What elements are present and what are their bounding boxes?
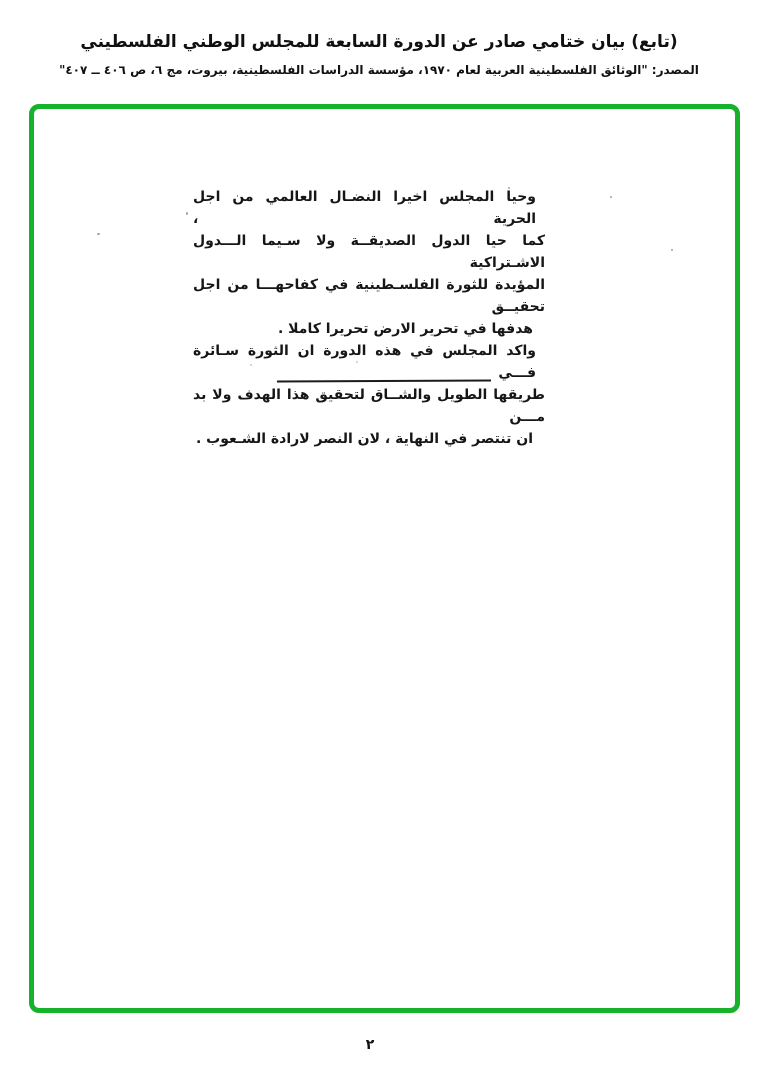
text-line: كما حيا الدول الصديقــة ولا سـيما الـــدول الاشـتراكية: [193, 233, 545, 271]
document-source-line: المصدر: "الوثائق الفلسطينية العربية لعام ١٩٧٠، مؤسسة الدراسات الفلسطينية، بيروت، مج ٦، ص ٤٠٦ ــ ٤٠٧": [59, 63, 699, 77]
scan-speckle: [186, 212, 188, 215]
text-line: ان تنتصر في النهاية ، لان النصر لارادة الشـعوب .: [195, 431, 533, 447]
body-text: [193, 186, 545, 450]
scan-speckle: [97, 233, 100, 235]
scan-speckle: [356, 361, 358, 363]
text-line: المؤيدة للثورة الفلسـطينية في كفاحهـــا من اجل تحقيــق: [193, 277, 545, 315]
document-title: (تابع) بيان ختامي صادر عن الدورة السابعة للمجلس الوطني الفلسطيني: [80, 32, 678, 52]
scan-speckle: [610, 196, 612, 198]
text-line: هدفها في تحرير الارض تحريرا كاملا .: [277, 321, 533, 337]
scan-speckle: [671, 249, 673, 251]
text-line: طريقها الطويل والشــاق لتحقيق هذا الهدف ولا بد مـــن: [193, 387, 545, 425]
document-header: [0, 28, 758, 80]
scan-speckle: [508, 187, 510, 189]
text-line: واكد المجلس في هذه الدورة ان الثورة سـائرة فـــي: [193, 343, 536, 381]
text-line: وحيا المجلس اخيرا النضـال العالمي من اجل الحرية ،: [193, 189, 536, 227]
scan-speckle: [250, 364, 252, 366]
page-number: ٢: [365, 1037, 375, 1053]
